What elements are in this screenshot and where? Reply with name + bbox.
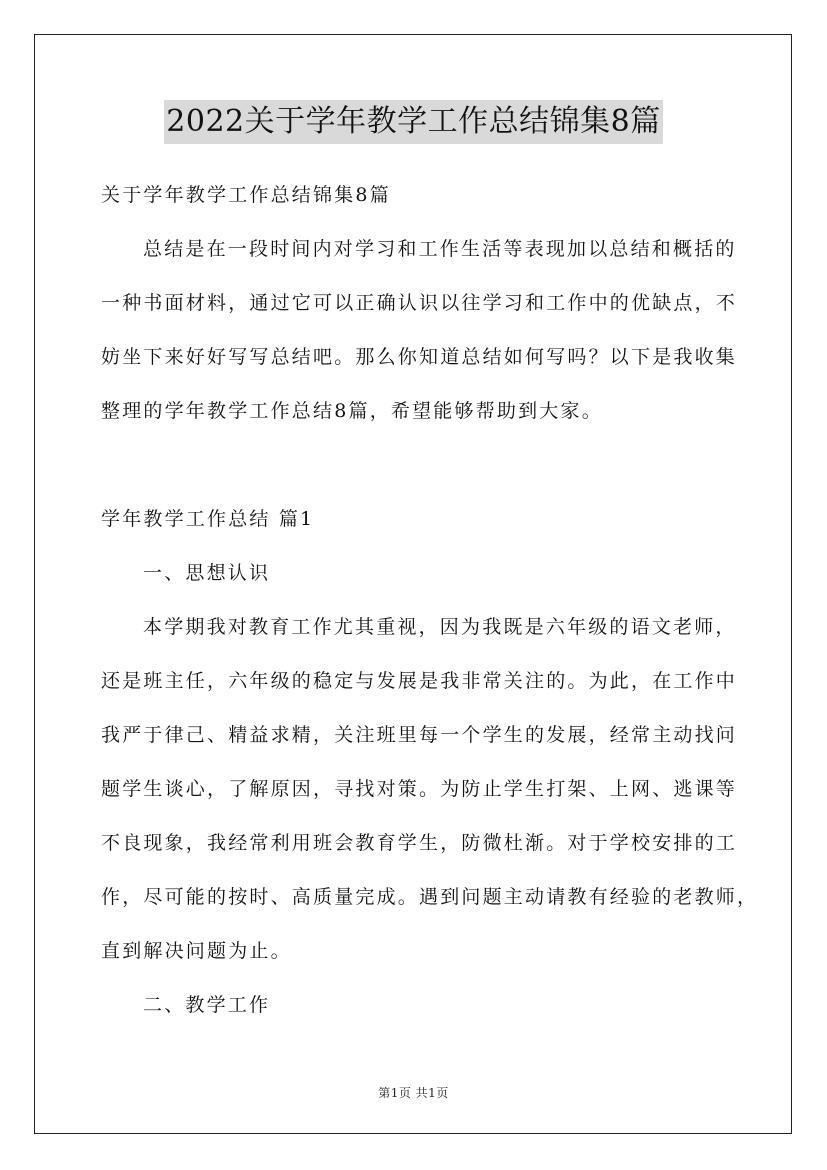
body-line: 题学生谈心，了解原因，寻找对策。为防止学生打架、上网、逃课等 [101, 778, 738, 800]
subtitle: 关于学年教学工作总结锦集8篇 [101, 184, 391, 206]
intro-line: 整理的学年教学工作总结8篇，希望能够帮助到大家。 [101, 400, 603, 422]
body-line: 不良现象，我经常利用班会教育学生，防微杜渐。对于学校安排的工 [101, 832, 738, 854]
intro-line: 一种书面材料，通过它可以正确认识以往学习和工作中的优缺点，不 [101, 292, 738, 314]
page-footer: 第1页 共1页 [378, 1086, 449, 1100]
section-heading: 学年教学工作总结 篇1 [101, 508, 315, 530]
document-title-text: 2022关于学年教学工作总结锦集8篇 [164, 100, 662, 144]
body-line: 我严于律己、精益求精，关注班里每一个学生的发展，经常主动找问 [101, 724, 738, 746]
body-line: 直到解决问题为止。 [101, 940, 292, 962]
subheading-teaching: 二、教学工作 [143, 994, 271, 1016]
document-title [0, 100, 827, 144]
intro-line: 总结是在一段时间内对学习和工作生活等表现加以总结和概括的 [143, 238, 737, 260]
subheading-thought: 一、思想认识 [143, 562, 271, 584]
body-line: 本学期我对教育工作尤其重视，因为我既是六年级的语文老师， [143, 616, 737, 638]
body-line: 还是班主任，六年级的稳定与发展是我非常关注的。为此，在工作中 [101, 670, 738, 692]
intro-line: 妨坐下来好好写写总结吧。那么你知道总结如何写吗？以下是我收集 [101, 346, 738, 368]
body-line: 作，尽可能的按时、高质量完成。遇到问题主动请教有经验的老教师， [101, 886, 759, 908]
